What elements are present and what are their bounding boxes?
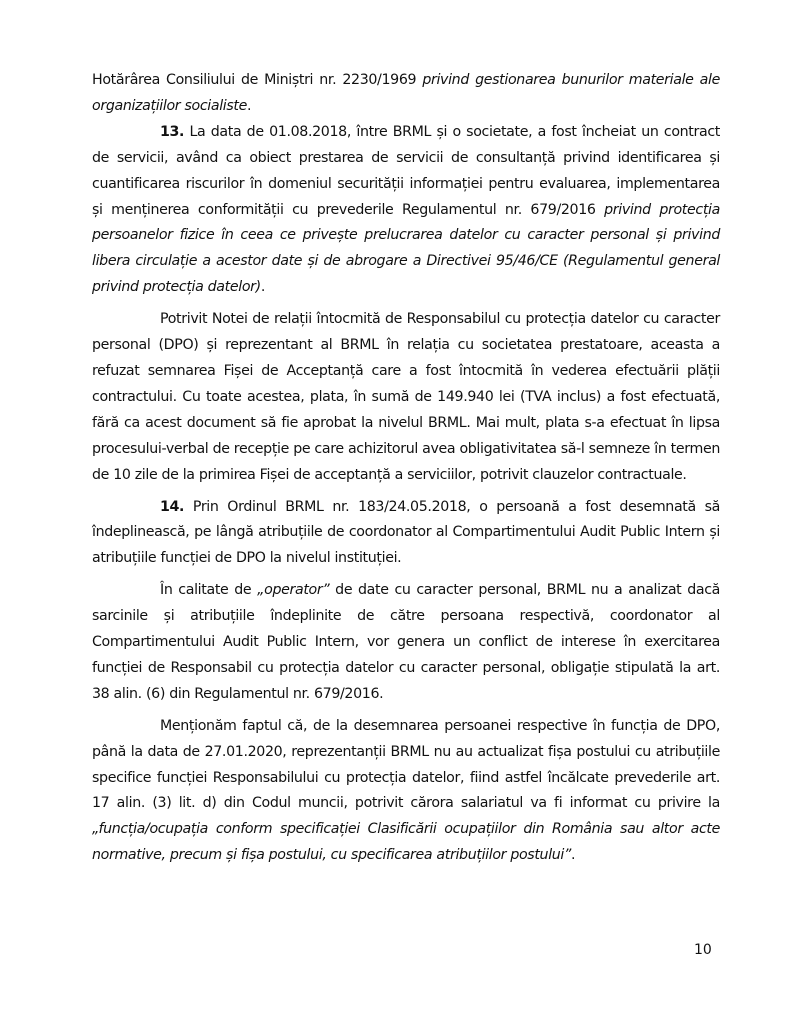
paragraph-italic-text: privind protecția persoanelor fizice în ceea ce privește prelucrarea datelor cu caracter personal și privind libera circulație a acestor date și de abrogare a Directivei 95/46/CE (Regulamentul general privind protecția datelor) [92, 201, 720, 296]
paragraph-text: La data de 01.08.2018, între BRML și o societate, a fost încheiat un contract de servicii, având ca obiect prestarea de servicii de consultanță privind identificarea și cuantificarea riscurilor în domeniul securității informației pentru evaluarea, implementarea și menținerea conformității cu prevederile Regulamentul nr. 679/2016 [92, 123, 720, 218]
paragraph-italic-text: „operator” [257, 582, 330, 599]
paragraph-text: . [247, 97, 252, 114]
paragraph-text: . [260, 279, 265, 296]
paragraph-text: Prin Ordinul BRML nr. 183/24.05.2018, o persoană a fost desemnată să îndeplinească, pe lângă atribuțiile de coordonator al Compartimentului Audit Public Intern și atribuțiile funcției de DPO la nivelul instituției. [92, 498, 720, 567]
paragraph-text: de date cu caracter personal, BRML nu a analizat dacă sarcinile și atribuțiile îndeplinite de către persoana respectivă, coordonator al Compartimentului Audit Public Intern, vor genera un conflict de interese în exercitarea funcției de Responsabil cu protecția datelor cu caracter personal, obligație stipulată la art. 38 alin. (6) din Regulamentul nr. 679/2016. [92, 582, 721, 702]
point-number: 14. [160, 498, 185, 515]
paragraph-text: Menționăm faptul că, de la desemnarea persoanei respective în funcția de DPO, până la data de 27.01.2020, reprezentanții BRML nu au actualizat fișa postului cu atribuțiile specifice funcției Responsabilului cu protecția datelor, fiind astfel încălcate prevederile art. 17 alin. (3) lit. d) din Codul muncii, potrivit cărora salariatul va fi informat cu privire la [92, 717, 720, 812]
paragraph-text: În calitate de [160, 582, 258, 599]
paragraph-text: Hotărârea Consiliului de Miniștri nr. 2230/1969 [92, 72, 423, 88]
paragraph-text: Potrivit Notei de relații întocmită de Responsabilul cu protecția datelor cu caracter personal (DPO) și reprezentant al BRML în relația cu societatea prestatoare, aceasta a refuzat semnarea Fișei de Acceptanță care a fost întocmită în vederea efectuării plății contractului. Cu toate acestea, plata, în sumă de 149.940 lei (TVA inclus) a fost efectuată, fără ca acest document să fie aprobat la nivelul BRML. Mai mult, plata s-a efectuat în lipsa procesului-verbal de recepție pe care achizitorul avea obligativitatea să-l semneze în termen de 10 zile de la primirea Fișei de acceptanță a serviciilor, potrivit clauzelor contractuale. [92, 311, 720, 483]
paragraph-job-description [92, 714, 720, 869]
paragraph-italic-text: privind gestionarea bunurilor materiale ale organizațiilor socialiste [92, 72, 720, 114]
document-body [92, 68, 720, 869]
paragraph-payment [92, 307, 720, 488]
page-number: 10 [694, 942, 712, 958]
paragraph-hcm-reference [92, 68, 720, 120]
point-number: 13. [160, 123, 185, 140]
paragraph-operator [92, 578, 720, 708]
paragraph-text: . [571, 847, 576, 864]
paragraph-point-13 [92, 120, 720, 301]
paragraph-italic-text: „funcția/ocupația conform specificației Clasificării ocupațiilor din România sau altor acte normative, precum și fișa postului, cu specificarea atribuțiilor postului” [92, 821, 720, 864]
paragraph-point-14 [92, 495, 720, 573]
